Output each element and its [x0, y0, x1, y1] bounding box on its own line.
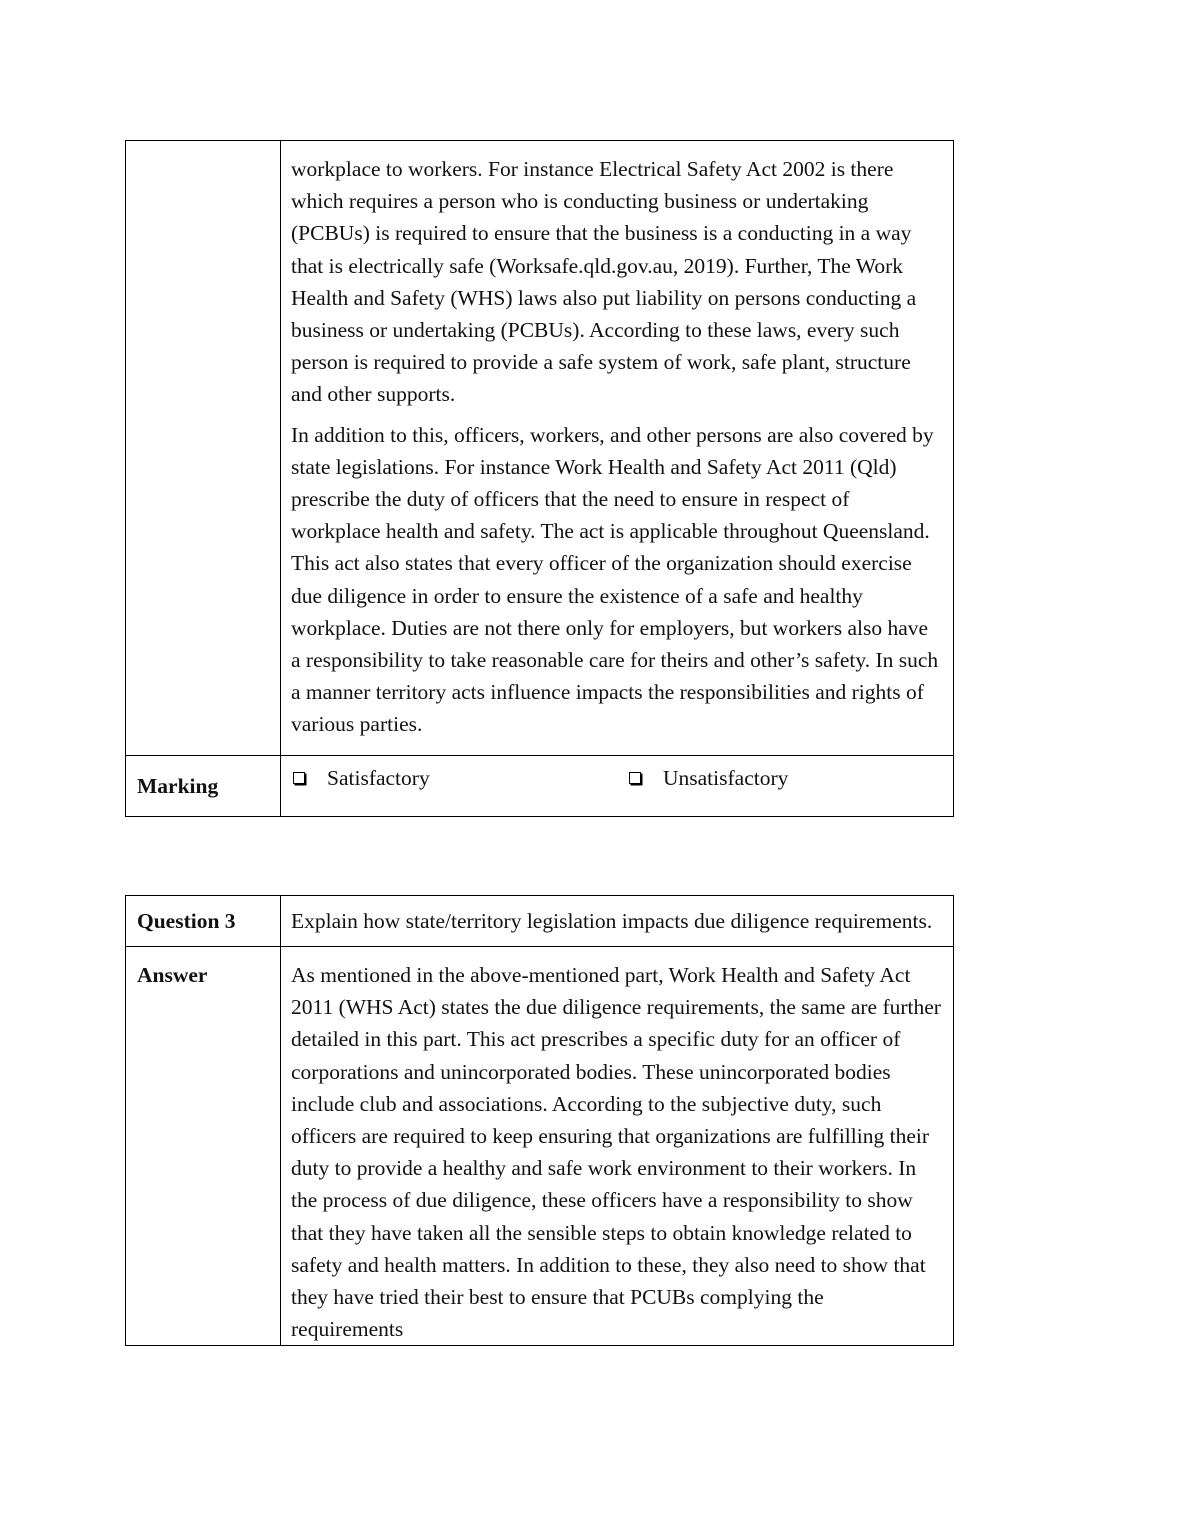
empty-label-cell	[126, 141, 281, 756]
answer-text: As mentioned in the above-mentioned part, Work Health and Safety Act 2011 (WHS Act) states the due diligence requirements, the same are further detailed in this part. This act prescribes a specific duty for an officer of corporations and unincorporated bodies. These unincorporated bodies include club and associations. According to the subjective duty, such officers are required to keep ensuring that organizations are fulfilling their duty to provide a healthy and safe work environment to their workers. In the process of due diligence, these officers have a responsibility to show that they have taken all the sensible steps to obtain knowledge related to safety and health matters. In addition to these, they also need to show that they have tried their best to ensure that PCUBs complying the requirements	[281, 947, 954, 1346]
unsatisfactory-label: Unsatisfactory	[663, 765, 789, 790]
continuation-row	[126, 141, 954, 756]
marking-row	[126, 755, 954, 816]
checkbox-icon[interactable]	[293, 772, 305, 784]
continuation-answer-cell	[281, 141, 954, 756]
question-text: Explain how state/territory legislation impacts due diligence requirements.	[281, 896, 954, 947]
answer-label: Answer	[126, 947, 281, 1346]
unsatisfactory-option[interactable]	[629, 762, 788, 794]
satisfactory-label: Satisfactory	[327, 765, 430, 790]
question-label: Question 3	[126, 896, 281, 947]
question-row	[126, 896, 954, 947]
answer-paragraph: workplace to workers. For instance Electrical Safety Act 2002 is there which requires a person who is conducting business or undertaking (PCBUs) is required to ensure that the business is a conducting in a way that is electrically safe (Worksafe.qld.gov.au, 2019). Further, The Work Health and Safety (WHS) laws also put liability on persons conducting a business or undertaking (PCBUs). According to these laws, every such person is required to provide a safe system of work, safe plant, structure and other supports.	[291, 157, 917, 407]
marking-options	[281, 755, 954, 816]
continuation-table	[125, 140, 954, 817]
answer-row	[126, 947, 954, 1346]
answer-paragraph: In addition to this, officers, workers, and other persons are also covered by state legislations. For instance Work Health and Safety Act 2011 (Qld) prescribe the duty of officers that the need to ensure in respect of workplace health and safety. The act is applicable throughout Queensland. This act also states that every officer of the organization should exercise due diligence in order to ensure the existence of a safe and healthy workplace. Duties are not there only for employers, but workers also have a responsibility to take reasonable care for theirs and other’s safety. In such a manner territory acts influence impacts the responsibilities and rights of various parties.	[291, 422, 939, 737]
marking-label: Marking	[126, 755, 281, 816]
satisfactory-option[interactable]	[293, 762, 430, 794]
checkbox-icon[interactable]	[629, 772, 641, 784]
question-table	[125, 895, 954, 1346]
